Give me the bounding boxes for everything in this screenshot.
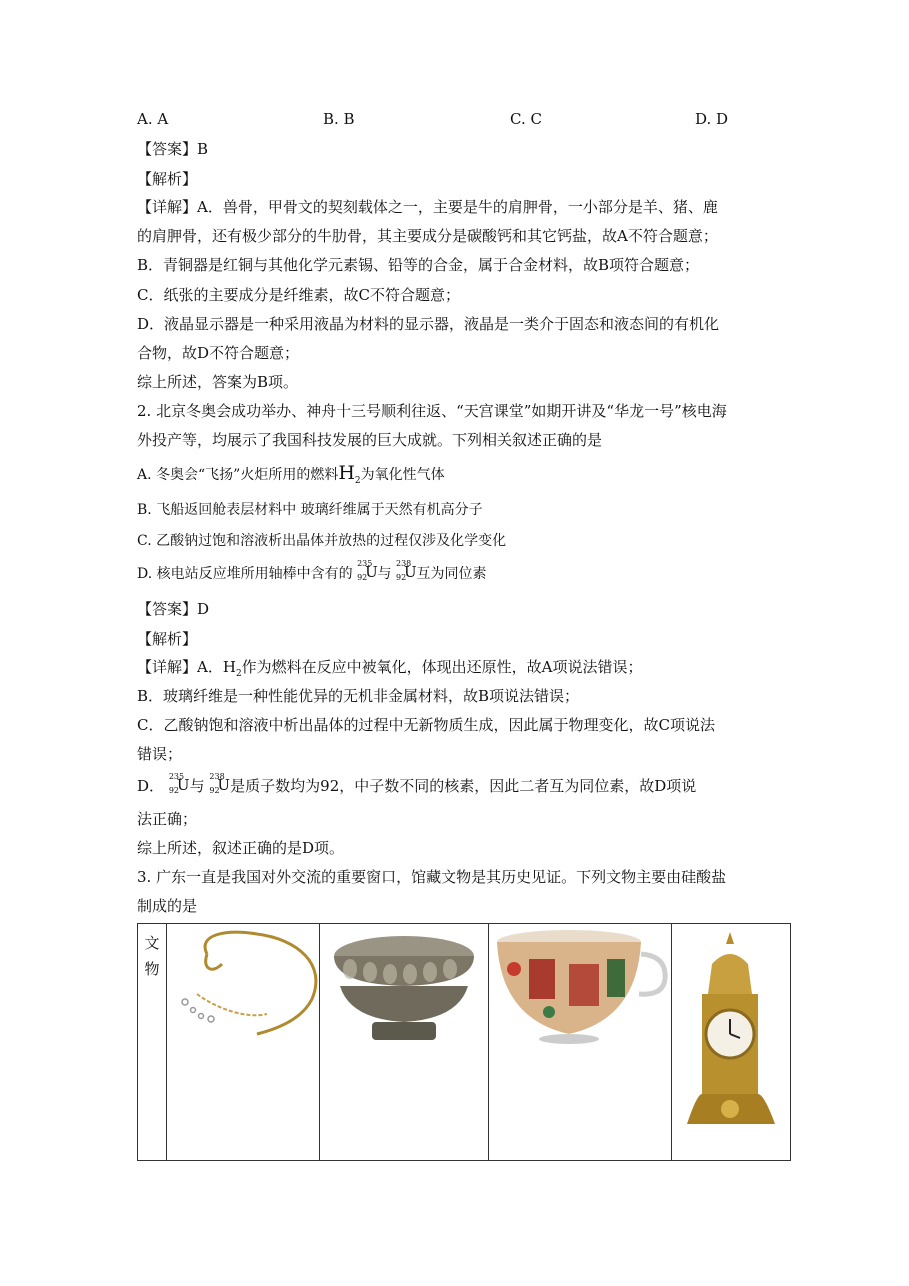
q3-stem-line-1: 3. 广东一直是我国对外交流的重要窗口，馆藏文物是其历史见证。下列文物主要由硅酸盐 — [137, 868, 727, 886]
q2-option-b: B. 飞船返回舱表层材料中 玻璃纤维属于天然有机高分子 — [137, 502, 483, 518]
q2-summary: 综上所述，叙述正确的是D项。 — [137, 839, 345, 857]
painted-porcelain-cup-icon — [489, 924, 671, 1049]
artifact-table — [137, 923, 791, 1161]
gilded-clock-icon — [672, 924, 790, 1154]
nuclide-u238: 238 92 U — [209, 772, 231, 795]
nuclide-u238: 238 92 U — [396, 559, 417, 582]
q1-option-d: D. D — [695, 110, 729, 128]
q2-answer: 【答案】D — [137, 600, 210, 618]
q2-detail-c-1: C．乙酸钠饱和溶液中析出晶体的过程中无新物质生成，因此属于物理变化，故C项说法 — [137, 716, 715, 734]
q1-analysis-label: 【解析】 — [137, 170, 198, 188]
q2-detail-a: 【详解】A．$H_2$作为燃料在反应中被氧化，体现出还原性，故A项说法错误； — [137, 658, 643, 679]
q2-option-d: D. 核电站反应堆所用轴棒中含有的 235 92 U 与 238 92 U 互为同位素 — [137, 559, 487, 582]
gold-chain-icon — [167, 924, 319, 1044]
q1-option-b: B. B — [323, 110, 355, 128]
artifact-cell-a — [167, 924, 320, 1161]
q1-answer: 【答案】B — [137, 140, 209, 158]
q2-stem-line-2: 外投产等，均展示了我国科技发展的巨大成就。下列相关叙述正确的是 — [137, 431, 603, 449]
nuclide-u235: 235 92 U — [168, 772, 190, 795]
q1-detail-line-2: 的肩胛骨，还有极少部分的牛肋骨，其主要成分是碳酸钙和其它钙盐，故A不符合题意； — [137, 227, 718, 245]
q3-stem-line-2: 制成的是 — [137, 897, 198, 915]
q1-option-a: A. A — [137, 110, 169, 128]
q1-detail-c: C．纸张的主要成分是纤维素，故C不符合题意； — [137, 286, 460, 304]
q2-detail-d-1: D． 235 92 U 与 238 92 U 是质子数均为92，中子数不同的核素，因此二者互为同位素，故D项说 — [137, 772, 697, 795]
artifact-cell-b — [320, 924, 489, 1161]
q2-stem-line-1: 2. 北京冬奥会成功举办、神舟十三号顺利往返、“天宫课堂”如期开讲及“华龙一号”核电海 — [137, 402, 727, 420]
silver-lidded-bowl-icon — [320, 924, 488, 1049]
q2-analysis-label: 【解析】 — [137, 630, 198, 648]
q1-detail-d-1: D．液晶显示器是一种采用液晶为材料的显示器，液晶是一类介于固态和液态间的有机化 — [137, 315, 720, 333]
q2-detail-b: B．玻璃纤维是一种性能优异的无机非金属材料，故B项说法错误； — [137, 687, 580, 705]
q1-detail-b: B．青铜器是红铜与其他化学元素锡、铅等的合金，属于合金材料，故B项符合题意； — [137, 256, 700, 274]
nuclide-u235: 235 92 U — [357, 559, 378, 582]
q2-option-a: A. 冬奥会“飞扬”火炬所用的燃料$H_2$为氧化性气体 — [137, 462, 445, 486]
artifact-cell-d — [672, 924, 791, 1161]
q1-detail-d-2: 合物，故D不符合题意； — [137, 344, 300, 362]
q1-detail-line-1: 【详解】A．兽骨，甲骨文的契刻载体之一，主要是牛的肩胛骨，一小部分是羊、猪、鹿 — [137, 198, 718, 216]
q2-detail-d-2: 法正确； — [137, 810, 198, 828]
q2-option-c: C. 乙酸钠过饱和溶液析出晶体并放热的过程仅涉及化学变化 — [137, 533, 507, 549]
q1-option-c: C. C — [510, 110, 542, 128]
artifact-cell-c — [489, 924, 672, 1161]
q1-summary: 综上所述，答案为B项。 — [137, 373, 299, 391]
q2-detail-c-2: 错误； — [137, 745, 183, 763]
artifact-row-label: 文 物 — [138, 924, 167, 1161]
